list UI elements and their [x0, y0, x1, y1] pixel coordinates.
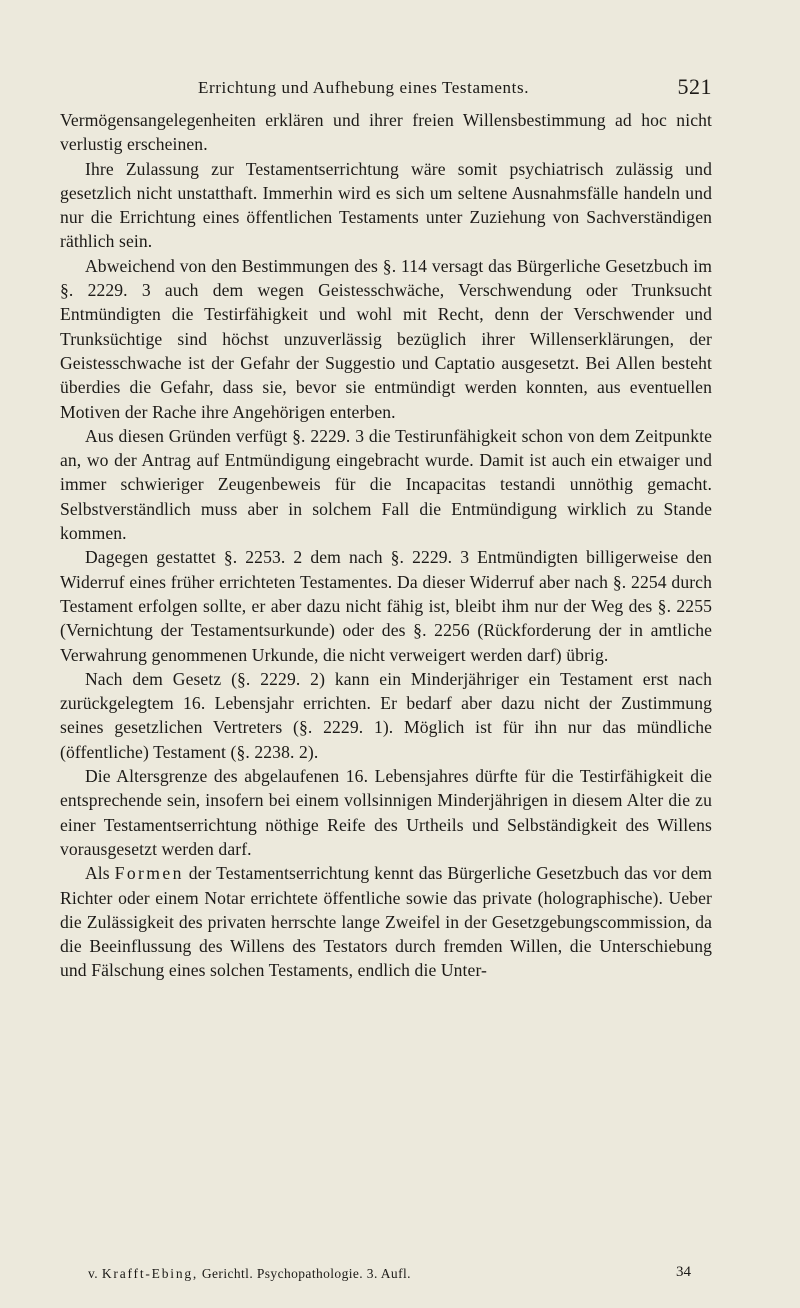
emphasized-word: Formen: [114, 863, 184, 884]
paragraph: Nach dem Gesetz (§. 2229. 2) kann ein Minderjähriger ein Testament erst nach zurückgelegtem 16. Lebensjahr errichten. Er bedarf aber dazu nicht der Zustimmung seines gesetzlichen Vertreters (§. 2229. 1). Möglich ist für ihn nur das mündliche (öffentliche) Testament (§. 2238. 2).: [60, 668, 712, 762]
page-header: [60, 74, 712, 106]
paragraph: Dagegen gestattet §. 2253. 2 dem nach §. 2229. 3 Entmündigten billigerweise den Widerruf eines früher errichteten Testamentes. Da dieser Widerruf aber nach §. 2254 durch Testament erfolgen sollte, er aber dazu nicht fähig ist, bleibt ihm nur der Weg des §. 2255 (Vernichtung der Testamentsurkunde) oder des §. 2256 (Rückforderung der in amtliche Verwahrung genommenen Urkunde, die nicht verweigert werden darf) übrig.: [60, 547, 712, 665]
work-title: Gerichtl. Psychopathologie. 3. Aufl.: [201, 1266, 411, 1281]
page-footer: [60, 1264, 712, 1286]
page-number: 521: [677, 74, 712, 99]
author-name: Krafft-Ebing,: [101, 1266, 199, 1281]
author-prefix: v.: [88, 1266, 99, 1281]
running-title: Errichtung und Aufhebung eines Testaments.: [198, 78, 530, 97]
paragraph: Aus diesen Gründen verfügt §. 2229. 3 die Testirunfähigkeit schon von dem Zeitpunkte an, wo der Antrag auf Entmündigung eingebracht wurde. Damit ist auch ein etwaiger und immer schwieriger Zeugenbeweis für die Incapacitas testandi unnöthig gemacht. Selbstverständlich muss aber in solchem Fall die Entmündigung wirklich zu Stande kommen.: [60, 425, 712, 544]
footer-citation: [88, 1266, 411, 1282]
paragraph-rest: der Testamentserrichtung kennt das Bürgerliche Gesetzbuch das vor dem Richter oder einem Notar errichtete öffentliche sowie das private (holographische). Ueber die Zulässigkeit des privaten herrschte lange Zweifel in der Gesetzgebungscommission, da die Beeinflussung des Willens des Testators durch fremden Willen, die Unterschiebung und Fälschung eines solchen Testaments, endlich die Unter-: [60, 863, 713, 981]
signature-mark: 34: [676, 1264, 691, 1280]
paragraph-formen: [60, 861, 712, 982]
body-text: [60, 108, 712, 983]
paragraph: Abweichend von den Bestimmungen des §. 114 versagt das Bürgerliche Gesetzbuch im §. 2229. 3 auch dem wegen Geistesschwäche, Verschwendung oder Trunksucht Entmündigten die Testirfähigkeit und wohl mit Recht, denn der Verschwender und Trunksüchtige sind höchst unzuverlässig bezüglich ihrer Willenserklärungen, der Geistesschwache ist der Gefahr der Suggestio und Captatio ausgesetzt. Bei Allen besteht überdies die Gefahr, dass sie, bevor sie entmündigt werden konnten, aus eventuellen Motiven der Rache ihre Angehörigen enterben.: [60, 255, 712, 422]
paragraph: Die Altersgrenze des abgelaufenen 16. Lebensjahres dürfte für die Testirfähigkeit die entsprechende sein, insofern bei einem vollsinnigen Minderjährigen in diesem Alter die zu einer Testamentserrichtung nöthige Reife des Urtheils und Selbständigkeit des Willens vorausgesetzt werden darf.: [60, 766, 712, 859]
paragraph-continuation: Vermögensangelegenheiten erklären und ihrer freien Willensbestimmung ad hoc nicht verlustig erscheinen.: [60, 110, 712, 155]
paragraph: Ihre Zulassung zur Testamentserrichtung wäre somit psychiatrisch zulässig und gesetzlich nicht unstatthaft. Immerhin wird es sich um seltene Ausnahmsfälle handeln und nur die Errichtung eines öffentlichen Testaments unter Zuziehung von Sachverständigen räthlich sein.: [60, 158, 712, 252]
paragraph-lead-word: Als: [85, 863, 110, 884]
